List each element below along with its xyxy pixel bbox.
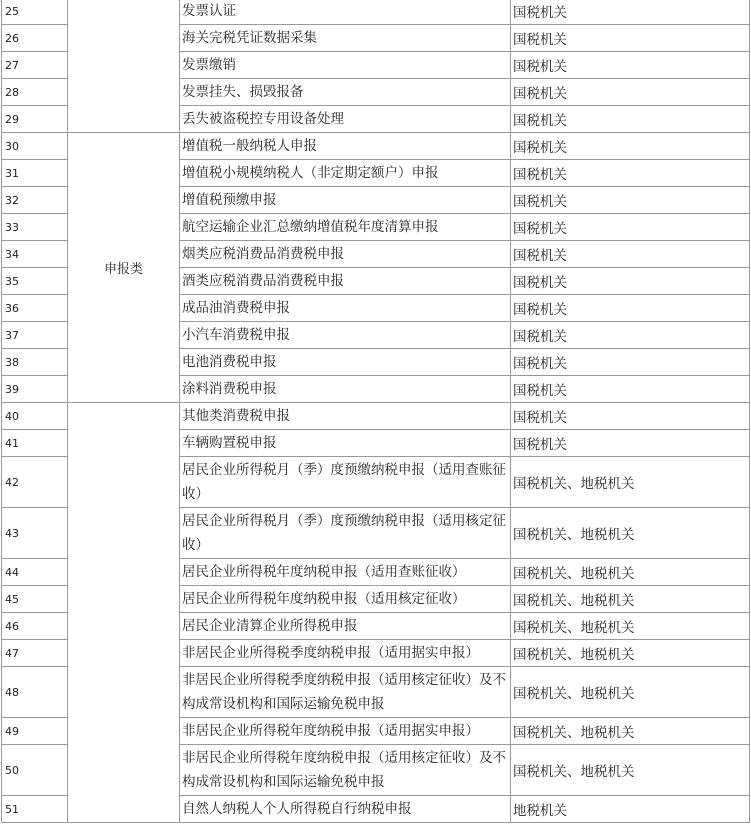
- row-number: 32: [2, 187, 68, 214]
- tax-authority: 国税机关、地税机关: [511, 745, 750, 796]
- item-name: 增值税小规模纳税人（非定期定额户）申报: [180, 160, 511, 187]
- item-name: 居民企业清算企业所得税申报: [180, 613, 511, 640]
- item-name: 非居民企业所得税年度纳税申报（适用核定征收）及不构成常设机构和国际运输免税申报: [180, 745, 511, 796]
- tax-authority: 国税机关、地税机关: [511, 508, 750, 559]
- row-number: 48: [2, 667, 68, 718]
- row-number: 46: [2, 613, 68, 640]
- row-number: 33: [2, 214, 68, 241]
- tax-authority: 国税机关、地税机关: [511, 586, 750, 613]
- row-number: 27: [2, 52, 68, 79]
- tax-authority: 国税机关: [511, 187, 750, 214]
- tax-authority: 国税机关: [511, 25, 750, 52]
- row-number: 47: [2, 640, 68, 667]
- row-number: 36: [2, 295, 68, 322]
- tax-authority: 国税机关: [511, 430, 750, 457]
- row-number: 44: [2, 559, 68, 586]
- item-name: 增值税预缴申报: [180, 187, 511, 214]
- item-name: 小汽车消费税申报: [180, 322, 511, 349]
- item-name: 航空运输企业汇总缴纳增值税年度清算申报: [180, 214, 511, 241]
- category-cell: [68, 0, 180, 133]
- row-number: 41: [2, 430, 68, 457]
- tax-authority: 地税机关: [511, 796, 750, 823]
- row-number: 34: [2, 241, 68, 268]
- item-name: 其他类消费税申报: [180, 403, 511, 430]
- item-name: 居民企业所得税年度纳税申报（适用核定征收）: [180, 586, 511, 613]
- tax-authority: 国税机关: [511, 79, 750, 106]
- row-number: 43: [2, 508, 68, 559]
- tax-authority: 国税机关、地税机关: [511, 667, 750, 718]
- item-name: 海关完税凭证数据采集: [180, 25, 511, 52]
- row-number: 29: [2, 106, 68, 133]
- tax-authority: 国税机关: [511, 322, 750, 349]
- row-number: 40: [2, 403, 68, 430]
- item-name: 烟类应税消费品消费税申报: [180, 241, 511, 268]
- tax-authority: 国税机关: [511, 52, 750, 79]
- item-name: 丢失被盗税控专用设备处理: [180, 106, 511, 133]
- tax-items-table: [1, 0, 750, 823]
- item-name: 成品油消费税申报: [180, 295, 511, 322]
- item-name: 非居民企业所得税季度纳税申报（适用核定征收）及不构成常设机构和国际运输免税申报: [180, 667, 511, 718]
- row-number: 49: [2, 718, 68, 745]
- tax-authority: 国税机关: [511, 241, 750, 268]
- item-name: 非居民企业所得税季度纳税申报（适用据实申报）: [180, 640, 511, 667]
- item-name: 居民企业所得税月（季）度预缴纳税申报（适用核定征收）: [180, 508, 511, 559]
- tax-authority: 国税机关: [511, 295, 750, 322]
- tax-authority: 国税机关: [511, 106, 750, 133]
- table-row: [2, 0, 750, 25]
- row-number: 42: [2, 457, 68, 508]
- tax-authority: 国税机关、地税机关: [511, 640, 750, 667]
- tax-authority: 国税机关: [511, 0, 750, 25]
- row-number: 38: [2, 349, 68, 376]
- item-name: 自然人纳税人个人所得税自行纳税申报: [180, 796, 511, 823]
- tax-authority: 国税机关: [511, 376, 750, 403]
- row-number: 51: [2, 796, 68, 823]
- tax-authority: 国税机关、地税机关: [511, 457, 750, 508]
- category-label: 申报类: [68, 133, 180, 403]
- item-name: 增值税一般纳税人申报: [180, 133, 511, 160]
- row-number: 30: [2, 133, 68, 160]
- item-name: 车辆购置税申报: [180, 430, 511, 457]
- tax-authority: 国税机关、地税机关: [511, 718, 750, 745]
- row-number: 26: [2, 25, 68, 52]
- row-number: 28: [2, 79, 68, 106]
- tax-authority: 国税机关、地税机关: [511, 613, 750, 640]
- item-name: 发票认证: [180, 0, 511, 25]
- row-number: 25: [2, 0, 68, 25]
- row-number: 31: [2, 160, 68, 187]
- tax-authority: 国税机关、地税机关: [511, 559, 750, 586]
- row-number: 35: [2, 268, 68, 295]
- row-number: 37: [2, 322, 68, 349]
- tax-authority: 国税机关: [511, 268, 750, 295]
- item-name: 发票挂失、损毁报备: [180, 79, 511, 106]
- item-name: 涂料消费税申报: [180, 376, 511, 403]
- item-name: 非居民企业所得税年度纳税申报（适用据实申报）: [180, 718, 511, 745]
- item-name: 居民企业所得税年度纳税申报（适用查账征收）: [180, 559, 511, 586]
- row-number: 39: [2, 376, 68, 403]
- row-number: 45: [2, 586, 68, 613]
- tax-authority: 国税机关: [511, 133, 750, 160]
- tax-authority: 国税机关: [511, 403, 750, 430]
- category-cell: [68, 403, 180, 823]
- tax-authority: 国税机关: [511, 349, 750, 376]
- item-name: 发票缴销: [180, 52, 511, 79]
- tax-authority: 国税机关: [511, 160, 750, 187]
- item-name: 酒类应税消费品消费税申报: [180, 268, 511, 295]
- item-name: 居民企业所得税月（季）度预缴纳税申报（适用查账征收）: [180, 457, 511, 508]
- table-row: [2, 403, 750, 430]
- item-name: 电池消费税申报: [180, 349, 511, 376]
- tax-authority: 国税机关: [511, 214, 750, 241]
- row-number: 50: [2, 745, 68, 796]
- table-row: [2, 133, 750, 160]
